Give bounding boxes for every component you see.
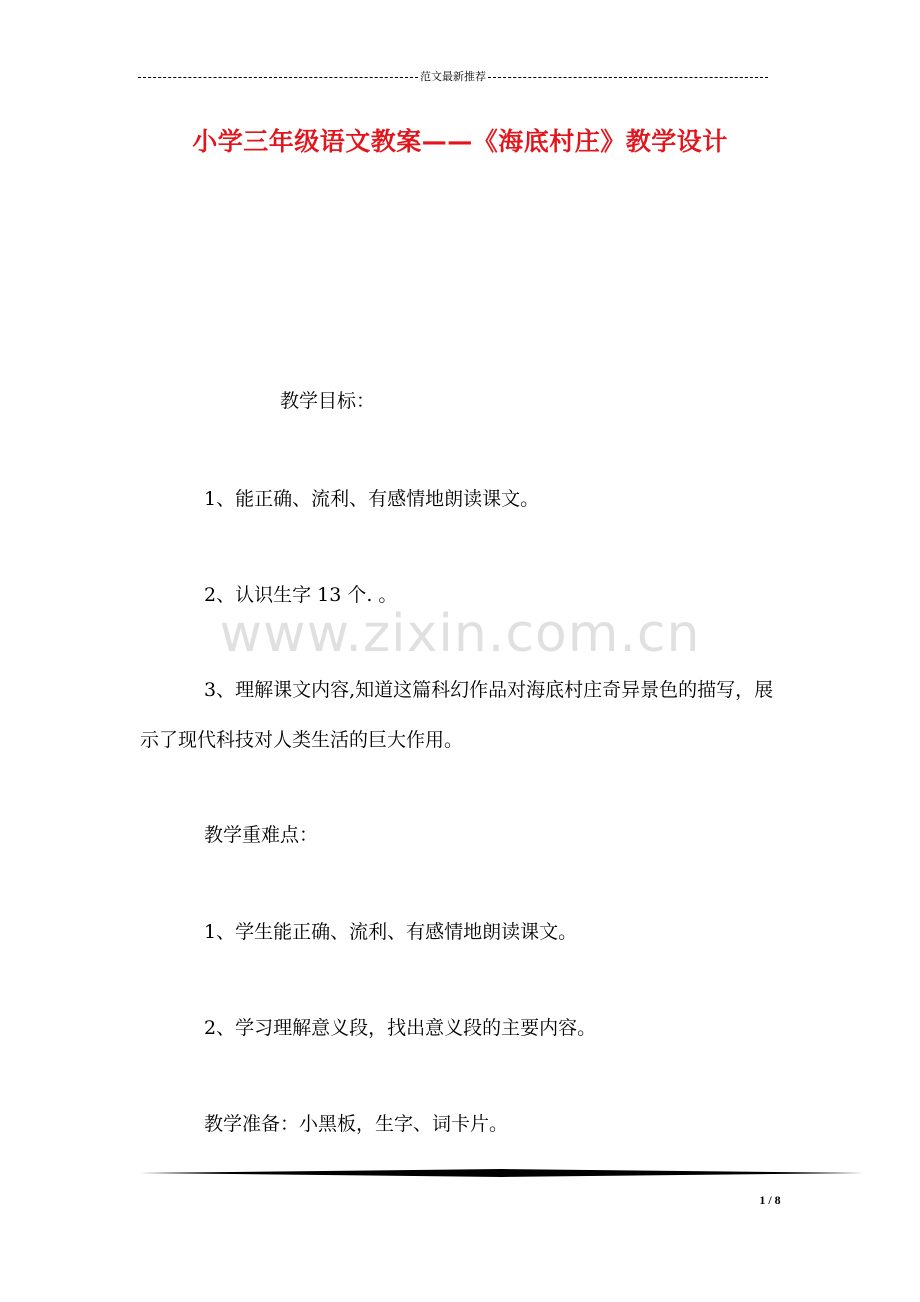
key-point-item-1: 1、学生能正确、流利、有感情地朗读课文。 xyxy=(204,921,578,943)
page-number: 1 / 8 xyxy=(759,1193,781,1207)
preparation-text: 教学准备：小黑板，生字、词卡片。 xyxy=(204,1113,509,1135)
key-point-item-2: 2、学习理解意义段，找出意义段的主要内容。 xyxy=(204,1017,597,1039)
header-label: 范文最新推荐 xyxy=(420,70,486,83)
document-title: 小学三年级语文教案——《海底村庄》教学设计 xyxy=(192,127,728,156)
header-dash-left xyxy=(138,77,418,78)
goals-heading: 教学目标： xyxy=(280,390,376,412)
goal-item-1: 1、能正确、流利、有感情地朗读课文。 xyxy=(204,488,540,510)
goal-item-2: 2、认识生字 13 个. 。 xyxy=(204,584,398,606)
goal-item-3: 3、理解课文内容,知道这篇科幻作品对海底村庄奇异景色的描写，展示了现代科技对人类生活的巨大作用。 xyxy=(140,679,774,751)
key-points-heading: 教学重难点： xyxy=(204,824,319,846)
header-rule xyxy=(138,70,768,84)
header-dash-right xyxy=(488,77,768,78)
footer-divider xyxy=(140,1169,864,1177)
watermark: www.zixin.com.cn xyxy=(219,604,701,664)
